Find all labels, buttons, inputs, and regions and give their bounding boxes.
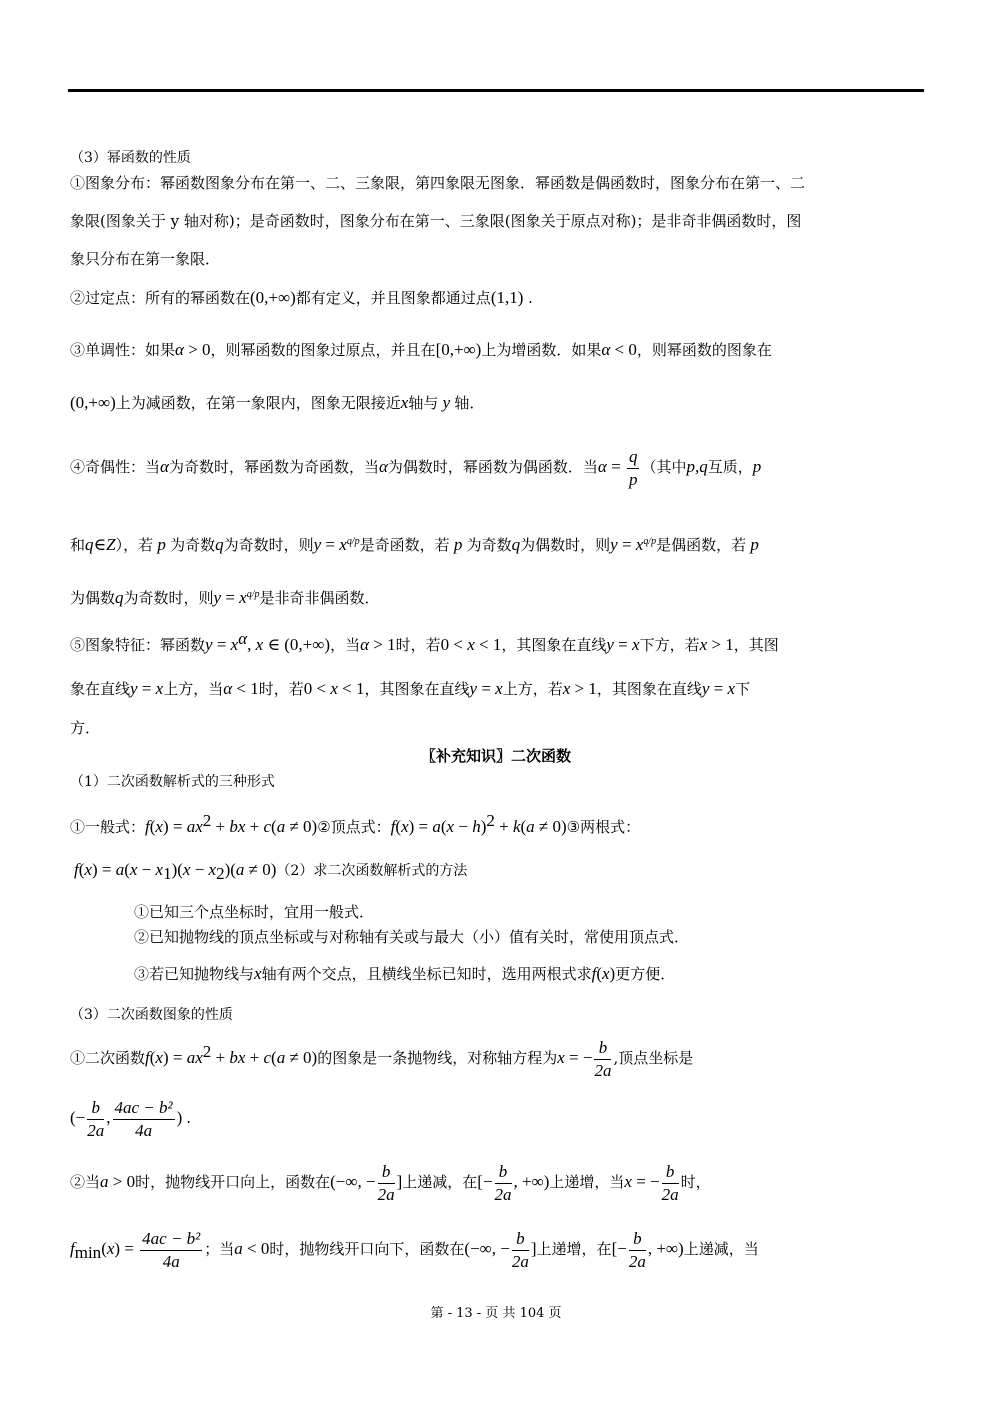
two-root-form: $f(x) = a(x - x_1)(x - x_2)(a \ne 0)(2)$求二次函数解析式的方法 (74, 860, 468, 883)
paragraph-features-2: 象在直线y = x上方，当α < 1时，若0 < x < 1，其图象在直线y = x上方，若x > 1，其图象在直线y = x下 (70, 679, 751, 698)
supplement-heading: 〖补充知识〗二次函数 (420, 747, 571, 765)
paragraph-parity-3: 为偶数q为奇数时，则$y = x^{q/p}$是非奇非偶函数． (70, 588, 380, 607)
paragraph-monotonic-2: (0,+∞)上为减函数，在第一象限内，图象无限接近x轴与 y 轴． (70, 393, 485, 412)
paragraph-features: ⑤图象特征：幂函数$y = x^\alpha$, x ∈ (0,+∞)，当α > 1时，若0 < x < 1，其图象在直线y = x下方，若x > 1，其图 (70, 629, 779, 654)
paragraph-features-3: 方． (70, 719, 101, 737)
opens-up-case: ②当a > 0时，抛物线开口向上，函数在(−∞, − $\frac{b}{2a}$ ]上递减，在[− $\frac{b}{2a}$ , +∞)上递增，当x = − $\frac{b}{2a}$ 时， (70, 1161, 711, 1204)
method-item: ②已知抛物线的顶点坐标或与对称轴有关或与最大（小）值有关时，常使用顶点式． (134, 928, 690, 946)
page-footer: 第 - 13 - 页 共 104 页 (430, 1306, 562, 1321)
paragraph-line: 象限(图象关于 y 轴对称)；是奇函数时，图象分布在第一、三象限(图象关于原点对称)；是非奇非偶函数时，图 (70, 212, 802, 230)
quadratic-axis: ①二次函数$f(x) = ax^2$ + bx + c(a ≠ 0)的图象是一条抛物线，对称轴方程为x = − $\frac{b}{2a}$ ,顶点坐标是 (70, 1037, 694, 1080)
section-title: （3）幂函数的性质 (70, 150, 191, 166)
paragraph-parity: ④奇偶性：当α为奇数时，幂函数为奇函数，当α为偶数时，幂函数为偶函数．当α = $\frac{q}{p}$ （其中p,q互质，p (70, 446, 762, 489)
paragraph-line: ①图象分布：幂函数图象分布在第一、二、三象限，第四象限无图象．幂函数是偶函数时，图象分布在第一、二 (70, 174, 806, 192)
opens-down-case: $f_{min}(x)$ = $\frac{\text{4ac − b²}}{4a}$ ；当a < 0时，抛物线开口向下，函数在(−∞, − $\frac{b}{2a}$ ]上递增，在[− $\frac{b}{2a}$ , +∞)上递减，当 (70, 1228, 759, 1271)
header-rule (68, 89, 924, 92)
section-title: （1）二次函数解析式的三种形式 (70, 774, 275, 790)
vertex-coordinates: (− $\frac{b}{2a}$ , $\frac{\text{4ac − b²}}{4a}$ ) . (70, 1097, 191, 1140)
paragraph-line: 象只分布在第一象限． (70, 250, 221, 268)
fraction-q-over-p: $\frac{q}{p}$ (628, 446, 638, 489)
method-item: ③若已知抛物线与x轴有两个交点，且横线坐标已知时，选用两根式求f(x)更方便． (134, 964, 676, 983)
section-title: （3）二次函数图象的性质 (70, 1007, 233, 1023)
paragraph-parity-2: 和q∈Z），若 p 为奇数q为奇数时，则$y = x^{q/p}$是奇函数，若 p 为奇数q为偶数时，则$y = x^{q/p}$是偶函数，若 p (70, 535, 759, 554)
method-item: ①已知三个点坐标时，宜用一般式． (134, 903, 375, 921)
paragraph-fixed-point: ②过定点：所有的幂函数在(0,+∞)都有定义，并且图象都通过点(1,1) . (70, 288, 533, 307)
fraction-b-over-2a: $\frac{b}{2a}$ (594, 1037, 612, 1080)
paragraph-monotonic: ③单调性：如果α > 0，则幂函数的图象过原点，并且在[0,+∞)上为增函数．如果α < 0，则幂函数的图象在 (70, 340, 772, 359)
quadratic-forms: ①一般式：$f(x) = ax^2$ + bx + c(a ≠ 0)②顶点式：$f(x) = a(x - h)^2 + k(a$ ≠ 0)③两根式： (70, 811, 641, 836)
